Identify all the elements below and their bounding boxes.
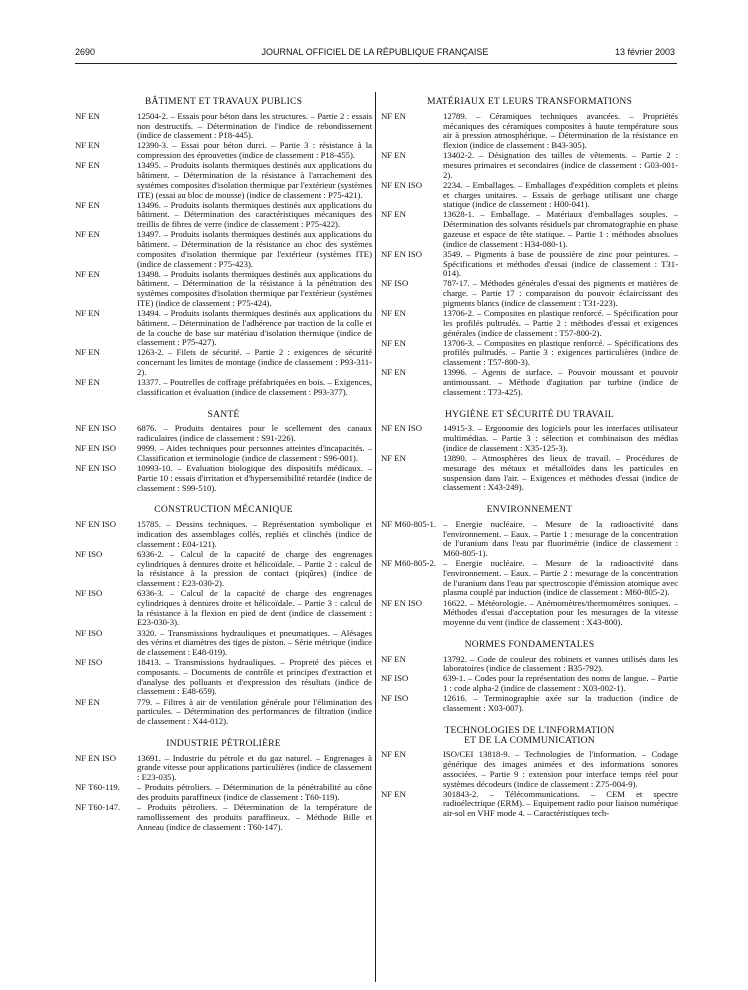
standard-entry — [381, 112, 678, 151]
standard-description: – Energie nucléaire. – Mesure de la radioactivité dans l'environnement. – Eaux. – Partie 2 : mesurage de la concentration de l'uranium dans l'eau par spectroscopie d'émission atomique avec plasma couplé par induction (indice de classement : M60-805-2). — [443, 558, 678, 598]
standard-description: 13996. – Agents de surface. – Pouvoir moussant et pouvoir antimoussant. – Méthode d'agitation par turbine (indice de classement : T73-425). — [443, 367, 678, 397]
standard-entry — [75, 803, 372, 832]
standard-entry — [75, 309, 372, 348]
standard-description: 13377. – Poutrelles de coffrage préfabriquées en bois. – Exigences, classification et évaluation (indice de classement : P93-377). — [137, 377, 372, 397]
right-column — [381, 96, 678, 819]
standard-code: NF EN ISO — [381, 179, 423, 190]
standard-description: 6876. – Produits dentaires pour le scellement des canaux radiculaires (indice de classement : S91-226). — [137, 423, 372, 444]
standard-code: NF ISO — [75, 627, 103, 638]
standard-description: 1263-2. – Filets de sécurité. – Partie 2 : exigences de sécurité concernant les limites de montage (indice de classement : P93-311-2). — [137, 347, 372, 377]
standard-code: NF EN — [381, 209, 406, 220]
standard-code: NF EN — [75, 140, 100, 151]
standard-entry — [381, 674, 678, 694]
standard-code: NF EN — [381, 150, 406, 161]
standard-description: ISO/CEI 13818-9. – Technologies de l'information. – Codage générique des images animées et des informations sonores associées. – Partie 9 : extension pour interface temps réel pour systèmes décodeurs (indice de classement : Z75-004-9). — [443, 749, 678, 789]
standard-entry — [75, 520, 372, 549]
standard-code: NF M60-805-1. — [381, 518, 437, 529]
standard-description: 13628-1. – Emballage. – Matériaux d'emballages souples. – Détermination des solvants résiduels par chromatographie en phase gazeuse et espace de tête statique. – Partie 1 : méthodes absolues (indice de classement : H34-080-1). — [443, 209, 678, 249]
standard-entry — [381, 520, 678, 559]
standard-entry — [75, 698, 372, 727]
section-title-sante — [75, 410, 372, 420]
standard-code: NF ISO — [381, 278, 409, 289]
standard-entry — [75, 658, 372, 697]
standard-entry — [381, 655, 678, 675]
section-title-line: SANTÉ — [207, 408, 240, 420]
section-title-normes-fondamentales — [381, 640, 678, 650]
standard-code: NF EN ISO — [75, 423, 117, 434]
standard-entry — [75, 348, 372, 377]
standard-entry — [75, 270, 372, 309]
standard-description: 13494. – Produits isolants thermiques destinés aux applications du bâtiment. – Détermination de l'adhérence par traction de la colle et de la couche de base sur matériau d'isolation thermique (indice de classement : P75-427). — [137, 308, 372, 348]
standard-code: NF EN ISO — [75, 443, 117, 454]
standard-entry — [381, 250, 678, 279]
standard-description: – Produits pétroliers. – Détermination de la température de ramollissement des produits paraffineux. – Méthode Bille et Anneau (indice de classement : T60-147). — [137, 802, 372, 832]
standard-description: 13498. – Produits isolants thermiques destinés aux applications du bâtiment. – Détermination de la résistance à la pénétration des systèmes composites d'isolation thermique par l'extérieur (systèmes ITE) (indice de classement : P75-424). — [137, 268, 372, 308]
section-title-hygiene-et-securite-du-travail — [381, 410, 678, 420]
standard-description: 18413. – Transmissions hydrauliques. – Propreté des pièces et composants. – Documents de contrôle et principes d'extraction et d'analyse des polluants et d'expression des résultats (indice de classement : E48-659). — [137, 657, 372, 697]
standard-code: NF EN — [381, 453, 406, 464]
standard-entry — [381, 454, 678, 493]
standard-description: 16622. – Météorologie. – Anémomètres/thermomètres soniques. – Méthodes d'essai d'acceptation pour les mesurages de la vitesse moyenne du vent (indice de classement : X43-800). — [443, 597, 678, 628]
standard-entry — [381, 151, 678, 180]
standard-code: NF EN — [75, 377, 100, 388]
standard-entry — [75, 230, 372, 269]
standard-description: 2234. – Emballages. – Emballages d'expédition complets et pleins et charges unitaires. – Essais de gerbage utilisant une charge statique (indice de classement : H00-041). — [443, 179, 678, 210]
standard-code: NF EN — [75, 199, 100, 210]
standard-code: NF EN — [75, 229, 100, 240]
standard-description: 301843-2. – Télécommunications. – CEM et spectre radioélectrique (ERM). – Equipement radio pour liaison numérique air-sol en VHF mode 4. – Caractéristiques tech- — [443, 788, 678, 819]
standard-code: NF EN — [381, 308, 406, 319]
section-title-line: TECHNOLOGIES DE L'INFORMATION — [444, 724, 615, 736]
page-header — [75, 47, 675, 61]
standard-code: NF EN ISO — [75, 463, 117, 474]
standard-description: – Produits pétroliers. – Détermination de la pénétrabilité au cône des produits paraffineux (indice de classement : T60-119). — [137, 782, 372, 802]
standard-entry — [381, 790, 678, 819]
standard-description: 9999. – Aides techniques pour personnes atteintes d'incapacités. – Classification et terminologie (indice de classement : S96-001). — [137, 443, 372, 464]
standard-description: 3320. – Transmissions hydrauliques et pneumatiques. – Alésages des vérins et diamètres des tiges de piston. – Série métrique (indice de classement : E48-019). — [137, 627, 372, 658]
standard-code: NF ISO — [381, 673, 409, 684]
standard-entry — [75, 589, 372, 628]
standard-description: 12789. – Céramiques techniques avancées. – Propriétés mécaniques des céramiques composites à haute température sous air à pression atmosphérique. – Détermination de la résistance en flexion (indice de classement : B43-305). — [443, 110, 678, 150]
standard-description: 6336-2. – Calcul de la capacité de charge des engrenages cylindriques à dentures droite et hélicoïdale. – Partie 2 : calcul de la résistance à la pression de contact (piqûres) (indice de classement : E23-030-2). — [137, 548, 372, 589]
standard-code: NF EN ISO — [75, 519, 117, 530]
section-title-line: INDUSTRIE PÉTROLIÈRE — [166, 737, 281, 749]
standard-code: NF T60-147. — [75, 802, 121, 813]
standard-code: NF EN — [75, 696, 100, 707]
standard-entry — [381, 368, 678, 397]
standard-code: NF ISO — [381, 693, 409, 704]
standard-entry — [75, 464, 372, 493]
section-title-line: CONSTRUCTION MÉCANIQUE — [154, 504, 293, 516]
standard-code: NF EN — [75, 347, 100, 358]
standard-description: 12616. – Terminographie axée sur la traduction (indice de classement : X03-007). — [443, 693, 678, 714]
standard-code: NF ISO — [75, 588, 103, 599]
standard-entry — [75, 550, 372, 589]
section-title-construction-mecanique — [75, 505, 372, 515]
journal-title: JOURNAL OFFICIEL DE LA RÉPUBLIQUE FRANÇAISE — [261, 47, 489, 57]
standard-code: NF M60-805-2. — [381, 558, 437, 569]
standard-code: NF ISO — [75, 548, 103, 559]
standard-entry — [381, 279, 678, 308]
standard-entry — [381, 210, 678, 249]
standard-code: NF EN — [381, 337, 406, 348]
standard-description: 13402-2. – Désignation des tailles de vêtements. – Partie 2 : mesures primaires et secondaires (indice de classement : G03-001-2). — [443, 150, 678, 180]
standard-code: NF T60-119. — [75, 782, 120, 793]
standard-code: NF EN — [75, 110, 100, 121]
section-title-environnement — [381, 505, 678, 515]
standard-code: NF EN — [381, 653, 406, 664]
standard-entry — [381, 694, 678, 714]
standard-entry — [381, 424, 678, 453]
issue-date: 13 février 2003 — [614, 47, 675, 57]
standard-description: 13706-3. – Composites en plastique renforcé. – Spécifications des profilés pultrudés. – Partie 3 : exigences particulières (indice de classement : T57-800-3). — [443, 337, 678, 368]
standard-entry — [75, 161, 372, 200]
standard-code: NF EN — [75, 308, 100, 319]
standard-code: NF EN ISO — [75, 752, 117, 763]
standard-description: 779. – Filtres à air de ventilation générale pour l'élimination des particules. – Détermination des performances de filtration (indice de classement : X44-012). — [137, 696, 372, 727]
standard-entry — [75, 629, 372, 658]
standard-entry — [75, 424, 372, 444]
standard-description: 6336-3. – Calcul de la capacité de charge des engrenages cylindriques à dentures droite et hélicoïdale. – Partie 3 : calcul de la résistance à la flexion en pied de dent (indice de classement : E23-030-3). — [137, 588, 372, 628]
page-number: 2690 — [75, 47, 96, 57]
standard-code: NF EN — [381, 367, 406, 378]
section-title-batiment-et-travaux-publics — [75, 97, 372, 107]
standard-description: 13706-2. – Composites en plastique renforcé. – Spécification pour les profilés pultrudés. – Partie 2 : méthodes d'essai et exigences générales (indice de classement : T57-800-2). — [443, 308, 678, 338]
standard-description: 15785. – Dessins techniques. – Représentation symbolique et indication des assemblages collés, repliés et clinchés (indice de classement : E04-121). — [137, 519, 372, 549]
standard-code: NF EN — [381, 110, 406, 121]
standard-description: 13496. – Produits isolants thermiques destinés aux applications du bâtiment. – Détermination des caractéristiques mécaniques des treillis de fibres de verre (indice de classement : P75-422). — [137, 199, 372, 230]
standard-entry — [75, 112, 372, 141]
standard-description: 13497. – Produits isolants thermiques destinés aux applications du bâtiment. – Détermination de la résistance au choc des systèmes composites d'isolation thermique par l'extérieur (systèmes ITE) (indice de classement : P75-423). — [137, 229, 372, 269]
standard-entry — [381, 309, 678, 338]
standard-code: NF EN ISO — [381, 597, 423, 608]
standard-entry — [75, 201, 372, 230]
standard-entry — [75, 378, 372, 398]
standard-code: NF EN — [75, 160, 100, 171]
section-title-line: ENVIRONNEMENT — [486, 504, 573, 516]
section-title-line: ET DE LA COMMUNICATION — [464, 734, 595, 746]
standard-description: 12390-3. – Essai pour béton durci. – Partie 3 : résistance à la compression des éprouvettes (indice de classement : P18-455). — [137, 140, 372, 161]
column-divider — [375, 92, 376, 982]
standard-description: 13792. – Code de couleur des robinets et vannes utilisés dans les laboratoires (indice de classement : B35-792). — [443, 653, 678, 674]
section-title-materiaux-et-leurs-transformations — [381, 97, 678, 107]
standard-description: – Energie nucléaire. – Mesure de la radioactivité dans l'environnement. – Eaux. – Partie 1 : mesurage de la concentration de l'uranium dans l'eau par fluorimétrie (indice de classement : M60-805-1). — [443, 518, 678, 559]
standard-entry — [75, 141, 372, 161]
section-title-line: HYGIÈNE ET SÉCURITÉ DU TRAVAIL — [445, 408, 614, 420]
standard-description: 14915-3. – Ergonomie des logiciels pour les interfaces utilisateur multimédias. – Partie 3 : sélection et combinaison des médias (indice de classement : X35-125-3). — [443, 423, 678, 453]
standard-entry — [381, 559, 678, 598]
standard-entry — [381, 750, 678, 789]
standard-description: 13890. – Atmosphères des lieux de travail. – Procédures de mesurage des métaux et métalloïdes dans les particules en suspension dans l'air. – Exigences et méthodes d'essai (indice de classement : X43-249). — [443, 453, 678, 493]
standard-entry — [381, 599, 678, 628]
standard-description: 10993-10. – Evaluation biologique des dispositifs médicaux. – Partie 10 : essais d'irritation et d'hypersensibilité retardée (indice de classement : S99-510). — [137, 463, 372, 493]
section-title-line: NORMES FONDAMENTALES — [464, 638, 595, 650]
standard-code: NF EN — [381, 788, 406, 799]
standard-code: NF EN ISO — [381, 423, 423, 434]
standard-description: 13495. – Produits isolants thermiques destinés aux applications du bâtiment. – Détermination de la résistance à l'arrachement des systèmes composites d'isolation thermique par l'extérieur (systèmes ITE) (essai au bloc de mousse) (indice de classement : P75-421). — [137, 160, 372, 200]
standard-description: 12504-2. – Essais pour béton dans les structures. – Partie 2 : essais non destructifs. – Détermination de l'indice de rebondissement (indice de classement : P18-445). — [137, 110, 372, 141]
standard-entry — [75, 783, 372, 803]
standard-code: NF EN — [381, 749, 406, 760]
standard-code: NF EN — [75, 268, 100, 279]
standard-entry — [75, 754, 372, 783]
section-title-technologies-de-l-information-et-de-la-communication — [381, 726, 678, 746]
standard-entry — [381, 181, 678, 210]
standard-code: NF EN ISO — [381, 248, 423, 259]
left-column — [75, 96, 372, 833]
standard-description: 787-17. – Méthodes générales d'essai des pigments et matières de charge. – Partie 17 : comparaison du pouvoir éclaircissant des pigments blancs (indice de classement : T31-223). — [443, 278, 678, 308]
standard-entry — [381, 339, 678, 368]
section-title-industrie-petroliere — [75, 739, 372, 749]
standard-description: 13691. – Industrie du pétrole et du gaz naturel. – Engrenages à grande vitesse pour applications particulières (indice de classement : E23-035). — [137, 752, 372, 783]
standard-code: NF ISO — [75, 657, 103, 668]
section-title-line: MATÉRIAUX ET LEURS TRANSFORMATIONS — [426, 96, 632, 107]
standard-entry — [75, 444, 372, 464]
standard-description: 639-1. – Codes pour la représentation des noms de langue. – Partie 1 : code alpha-2 (indice de classement : X03-002-1). — [443, 673, 678, 694]
section-title-line: BÂTIMENT ET TRAVAUX PUBLICS — [144, 96, 303, 107]
standard-description: 3549. – Pigments à base de poussière de zinc pour peintures. – Spécifications et méthodes d'essai (indice de classement : T31-014). — [443, 248, 678, 279]
header-rule — [75, 63, 677, 64]
